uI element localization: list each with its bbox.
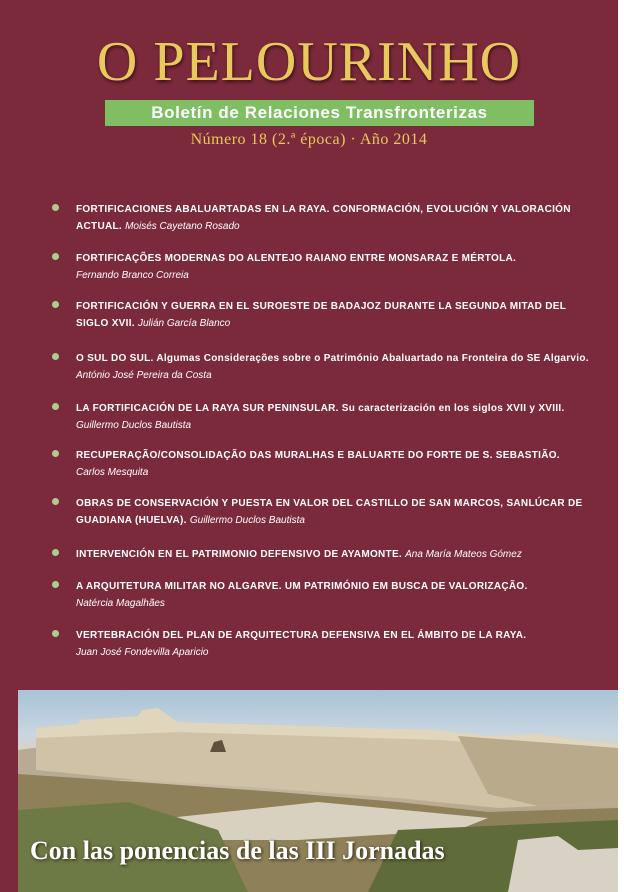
bullet-icon: [52, 301, 59, 308]
article-author: António José Pereira da Costa: [76, 370, 212, 381]
article-title: RECUPERAÇÃO/CONSOLIDAÇÃO DAS MURALHAS E BALUARTE DO FORTE DE S. SEBASTIÃO.: [76, 450, 560, 461]
article-title: LA FORTIFICACIÓN DE LA RAYA SUR PENINSULAR. Su caracterización en los siglos XVII y XVIII.: [76, 403, 565, 414]
bullet-icon: [52, 450, 59, 457]
issue-number: Número 18 (2.ª época) · Año 2014: [190, 131, 428, 148]
toc-entry: [76, 495, 592, 529]
article-author: Carlos Mesquita: [76, 467, 149, 478]
bullet-icon: [52, 204, 59, 211]
bullet-icon: [52, 253, 59, 260]
toc-entry: [76, 447, 592, 481]
toc-entry: [76, 546, 592, 563]
article-title: FORTIFICACIÓN Y GUERRA EN EL SUROESTE DE BADAJOZ DURANTE LA SEGUNDA MITAD DEL SIGLO XVII.: [76, 301, 566, 329]
bullet-icon: [52, 549, 59, 556]
article-title: FORTIFICACIONES ABALUARTADAS EN LA RAYA. CONFORMACIÓN, EVOLUCIÓN Y VALORACIÓN ACTUAL.: [76, 204, 571, 232]
article-title: FORTIFICAÇÕES MODERNAS DO ALENTEJO RAIANO ENTRE MONSARAZ E MÉRTOLA.: [76, 253, 517, 264]
article-title: OBRAS DE CONSERVACIÓN Y PUESTA EN VALOR DEL CASTILLO DE SAN MARCOS, SANLÚCAR DE GUADIANA (HUELVA).: [76, 498, 583, 526]
article-author: Moisés Cayetano Rosado: [125, 221, 240, 232]
article-author: Ana María Mateos Gómez: [405, 549, 522, 560]
article-author: Natércia Magalhães: [76, 598, 165, 609]
article-author: Julián García Blanco: [137, 318, 231, 329]
bullet-icon: [52, 403, 59, 410]
toc-entry: [76, 250, 592, 284]
cover-caption: Con las ponencias de las III Jornadas: [30, 836, 445, 865]
article-title: A ARQUITETURA MILITAR NO ALGARVE. UM PATRIMÓNIO EM BUSCA DE VALORIZAÇÃO.: [76, 581, 528, 592]
article-author: Guillermo Duclos Bautista: [189, 515, 305, 526]
toc-entry: [76, 627, 592, 661]
bulletin-title: O PELOURINHO: [96, 31, 522, 93]
toc-entry: [76, 350, 592, 384]
bulletin-subtitle: Boletín de Relaciones Transfronterizas: [105, 100, 534, 126]
toc-entry: [76, 400, 592, 434]
bullet-icon: [52, 581, 59, 588]
toc-entry: [76, 201, 592, 235]
bullet-icon: [52, 353, 59, 360]
article-title: O SUL DO SUL. Algumas Considerações sobre o Património Abaluartado na Fronteira do SE Algarvio.: [76, 353, 589, 364]
article-author: Guillermo Duclos Bautista: [76, 420, 192, 431]
article-author: Fernando Branco Correia: [76, 270, 189, 281]
toc-entry: [76, 298, 592, 332]
bullet-icon: [52, 498, 59, 505]
article-title: VERTEBRACIÓN DEL PLAN DE ARQUITECTURA DEFENSIVA EN EL ÁMBITO DE LA RAYA.: [76, 630, 527, 641]
bullet-icon: [52, 630, 59, 637]
toc-entry: [76, 578, 592, 612]
article-title: INTERVENCIÓN EN EL PATRIMONIO DEFENSIVO DE AYAMONTE.: [76, 549, 403, 560]
article-author: Juan José Fondevilla Aparicio: [76, 647, 209, 658]
